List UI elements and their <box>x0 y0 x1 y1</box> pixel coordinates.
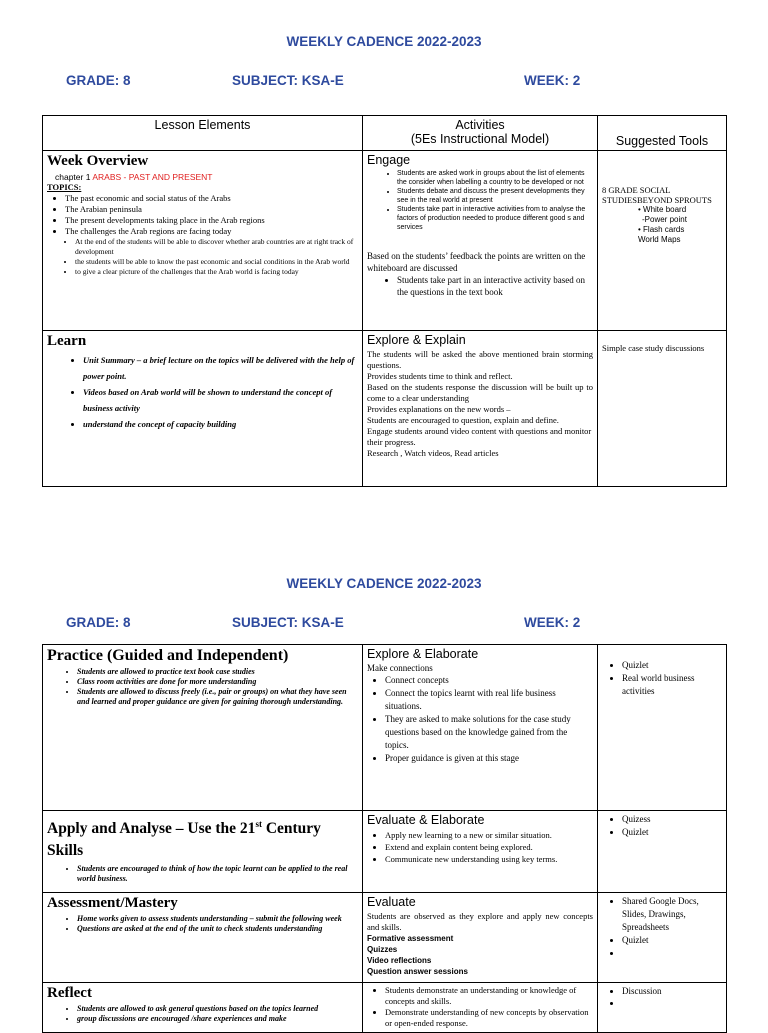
evaluate-elaborate-heading: Evaluate & Elaborate <box>367 813 485 827</box>
outcomes-list <box>47 237 358 277</box>
engage-feedback-list <box>367 274 593 298</box>
list-item: • The present developments taking place in the Arab regions <box>65 215 358 226</box>
apply-heading: Apply and Analyse – Use the 21st Century Skills <box>47 819 321 860</box>
list-item: • Communicate new understanding using key terms. <box>385 853 593 865</box>
list-item: • Unit Summary – a brief lecture on the topics will be delivered with the help of power point. <box>83 352 358 384</box>
assessment-activities-cell <box>363 893 598 983</box>
list-item: • understand the concept of capacity building <box>83 416 358 432</box>
header-activities: Activities (5Es Instructional Model) <box>363 116 598 151</box>
explore-text: The students will be asked the above mentioned brain storming questions. Provides students time to think and reflect. Based on the students response the discussion will be built up to come to a clear understanding Provides explanations on the new words – Students are encouraged to question, explain and define. Engage students around video content with questions and monitor their progress. Research , Watch videos, Read articles <box>367 349 593 458</box>
assessment-tools-cell <box>598 893 727 983</box>
subject-label-2: SUBJECT: KSA-E <box>232 615 344 630</box>
tools-cell-2 <box>598 331 727 487</box>
list-item <box>622 947 722 960</box>
list-item: • Real world business activities <box>622 672 722 698</box>
list-item: • Apply new learning to a new or similar situation. <box>385 829 593 841</box>
header-suggested-tools: Suggested Tools <box>598 116 727 151</box>
list-item <box>622 997 722 1009</box>
subject-label: SUBJECT: KSA-E <box>232 73 344 88</box>
chapter-line: chapter 1 ARABS - PAST AND PRESENT <box>55 172 213 182</box>
list-item: • Students demonstrate an understanding or knowledge of concepts and skills. <box>385 985 593 1007</box>
list-item: • Students are asked work in groups about the list of elements the consider when labelling a country to be developed or not <box>397 169 593 187</box>
apply-activities-list <box>367 829 593 865</box>
practice-tools-list <box>602 659 722 698</box>
list-item: • to give a clear picture of the challenges that the Arab world is facing today <box>75 267 358 277</box>
engage-cell <box>363 151 598 331</box>
reflect-tools-list <box>602 985 722 1009</box>
assessment-heading: Assessment/Mastery <box>47 895 178 911</box>
list-item: • Quizlet <box>622 934 722 947</box>
list-item: • Questions are asked at the end of the unit to check students understanding <box>77 924 358 934</box>
list-item: • Videos based on Arab world will be shown to understand the concept of business activity <box>83 384 358 416</box>
practice-heading: Practice (Guided and Independent) <box>47 647 289 664</box>
list-item: • Extend and explain content being explored. <box>385 841 593 853</box>
tools-item: • Flash cards <box>638 225 685 234</box>
explore-elaborate-heading: Explore & Elaborate <box>367 647 479 661</box>
list-item: • Students take part in interactive activities from to analyse the factors of production needed to produce different good s and services <box>397 205 593 232</box>
grade-label-2: GRADE: 8 <box>66 615 131 630</box>
tools-item: World Maps <box>638 235 681 244</box>
list-item: • At the end of the students will be able to discover whether arab countries are at right track of development <box>75 237 358 257</box>
list-item: • Quizlet <box>622 659 722 672</box>
reflect-cell <box>43 983 363 1033</box>
assessment-cell <box>43 893 363 983</box>
list-item: • Students are allowed to discuss freely (i.e., pair or groups) on what they have seen and learned and proper guidance are given for gaining thorough understanding. <box>77 687 358 707</box>
reflect-tools-cell <box>598 983 727 1033</box>
lesson-table-2 <box>42 644 727 1033</box>
assessment-tools-list <box>602 895 722 960</box>
list-item: • group discussions are encouraged /share experiences and make <box>77 1014 358 1024</box>
reflect-activities-cell <box>363 983 598 1033</box>
practice-list <box>47 667 358 707</box>
list-item: • the students will be able to know the past economic and social conditions in the Arab world <box>75 257 358 267</box>
tools-item: Simple case study discussions <box>602 343 705 353</box>
learn-list <box>47 352 358 432</box>
list-item: • The past economic and social status of the Arabs <box>65 193 358 204</box>
page-title: WEEKLY CADENCE 2022-2023 <box>286 34 482 49</box>
learn-cell <box>43 331 363 487</box>
practice-activities-cell <box>363 645 598 811</box>
practice-tools-cell <box>598 645 727 811</box>
list-item: • Home works given to assess students understanding – submit the following week <box>77 914 358 924</box>
list-item: • Shared Google Docs, Slides, Drawings, Spreadsheets <box>622 895 722 934</box>
list-item: • They are asked to make solutions for the case study questions based on the knowledge gained from the topics. <box>385 713 593 752</box>
assessment-list <box>47 914 358 934</box>
list-item: • Quizess <box>622 813 722 826</box>
tools-item: • White board <box>638 205 687 214</box>
apply-tools-list <box>602 813 722 839</box>
make-connections: Make connections <box>367 663 433 673</box>
explore-heading: Explore & Explain <box>367 333 466 347</box>
reflect-heading: Reflect <box>47 985 92 1001</box>
apply-cell <box>43 811 363 893</box>
list-item: • Students are encouraged to think of how the topic learnt can be applied to the real world business. <box>77 864 358 884</box>
explore-cell <box>363 331 598 487</box>
engage-feedback: Based on the students’ feedback the points are written on the whiteboard are discussed <box>367 251 586 273</box>
topics-label: TOPICS: <box>47 182 82 192</box>
list-item: • Demonstrate understanding of new concepts by observation or open-ended response. <box>385 1007 593 1029</box>
reflect-list <box>47 1004 358 1024</box>
list-item: • Discussion <box>622 985 722 997</box>
apply-tools-cell <box>598 811 727 893</box>
list-item: • The challenges the Arab regions are facing today <box>65 226 358 237</box>
chapter-title: ARABS - PAST AND PRESENT <box>92 172 213 182</box>
tools-cell-1 <box>598 151 727 331</box>
header-lesson-elements: Lesson Elements <box>43 116 363 151</box>
topics-list <box>47 193 358 237</box>
page-title-2: WEEKLY CADENCE 2022-2023 <box>286 576 482 591</box>
tools-item: -Power point <box>642 215 687 224</box>
list-item: • Students debate and discuss the present developments they see in the real world at present <box>397 187 593 205</box>
week-label-2: WEEK: 2 <box>524 615 581 630</box>
week-label: WEEK: 2 <box>524 73 581 88</box>
list-item: • The Arabian peninsula <box>65 204 358 215</box>
grade-label: GRADE: 8 <box>66 73 131 88</box>
week-overview-heading: Week Overview <box>47 153 149 169</box>
list-item: • Students are allowed to ask general questions based on the topics learned <box>77 1004 358 1014</box>
learn-heading: Learn <box>47 333 87 349</box>
reflect-activities-list <box>367 985 593 1029</box>
list-item: • Connect the topics learnt with real life business situations. <box>385 687 593 713</box>
list-item: • Students are allowed to practice text book case studies <box>77 667 358 677</box>
lesson-table <box>42 115 727 487</box>
list-item: • Students take part in an interactive activity based on the questions in the text book <box>397 274 593 298</box>
engage-list <box>367 169 593 232</box>
practice-activities-list <box>367 674 593 765</box>
week-overview-cell <box>43 151 363 331</box>
engage-heading: Engage <box>367 153 411 167</box>
list-item: • Connect concepts <box>385 674 593 687</box>
apply-list <box>47 864 358 884</box>
list-item: • Quizlet <box>622 826 722 839</box>
list-item: • Class room activities are done for more understanding <box>77 677 358 687</box>
apply-activities-cell <box>363 811 598 893</box>
evaluate-text: Students are observed as they explore and apply new concepts and skills. <box>367 911 593 932</box>
evaluate-methods: Formative assessment Quizzes Video reflections Question answer sessions <box>367 934 468 976</box>
tools-heading: 8 GRADE SOCIAL STUDIESBEYOND SPROUTS <box>602 185 712 205</box>
list-item: • Proper guidance is given at this stage <box>385 752 593 765</box>
evaluate-heading: Evaluate <box>367 895 416 909</box>
practice-cell <box>43 645 363 811</box>
